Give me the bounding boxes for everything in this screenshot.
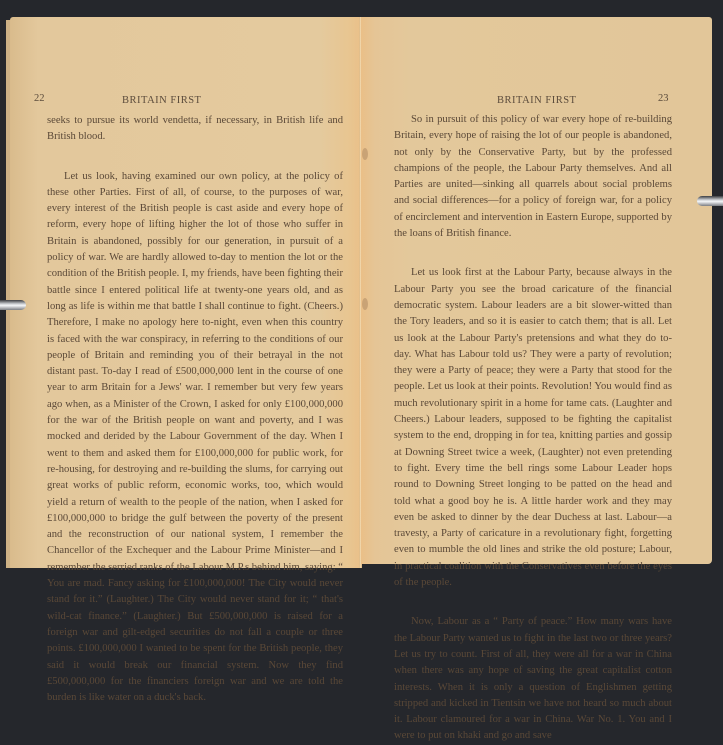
page-number-right: 23 [658, 93, 669, 104]
left-page-text [47, 113, 343, 706]
paragraph: Let us look, having examined our own policy, at the policy of these other Parties. First of all, of course, to the purposes of war, every interest of the British people is cast aside and every hope of reform, every hope of lifting higher the lot of those who suffer in Britain is abandoned, possibly for our generation, in pursuit of a policy of war. We are hardly allowed to-day to mention the lot or the condition of the British people. I, my friends, have been fighting their battle since I entered political life at twenty-one years old, and as long as life is within me that battle I shall continue to fight. (Cheers.) Therefore, I make no apology here to-night, even when this country is faced with the war conspiracy, in referring to the conditions of our people of Britain and reminding you of their betrayal in the not distant past. To-day I read of £500,000,000 lent in the course of one year to arm Britain for a Jews' war. I remember but very few years ago when, as a Minister of the Crown, I asked for only £100,000,000 for the war of the British people on want and poverty, and I was mocked and derided by the Labour Government of the day. When I went to them and asked them for £100,000,000 for public work, for re-housing, for destroying and re-building the slums, for carrying out great works of public reform, economic works, too, which would yield a return of wealth to the people of the nation, when I asked for £100,000,000 to bridge the gulf between the poverty of the present and the reconstruction of our national system, I remember the Chancellor of the Exchequer and the Labour Prime Minister—and I remember the serried ranks of the Labour M.P.s behind him, saying: “ You are mad. Fancy asking for £100,000,000! The City would never stand for it.” (Laughter.) The City would never stand for it; “ that's wild-cat finance.” (Laughter.) But £500,000,000 is raised for a foreign war and gilt-edged securities do not fall a couple or three points. £100,000,000 I wanted to be spent for the British people, they said it would break our financial system. Now they find £500,000,000 for the financiers foreign war and we are told the burden is like water on a duck's back. [47, 170, 343, 704]
book-clip-left [0, 300, 26, 310]
paragraph: Let us look first at the Labour Party, because always in the Labour Party you see the broad caricature of the financial democratic system. Labour leaders are a bit slower-witted than the Tory leaders, and so it is easier to catch them; that is all. Let us look at the Labour Party's pretensions and what they do to-day. What has Labour told us? They were a party of revolution; they were a Party of peace; they were a Party that stood for the people. Let us look at their points. Revolution! You would find as much revolutionary spirit in a home for tame cats. (Laughter and Cheers.) Labour leaders, supposed to be fighting the capitalist system to the end, dropping in for tea, knitting parties and gossip at Downing Street twice a week, (Laughter) not even pretending to fight. Every time the bell rings some Labour Leader hops round to Downing Street longing to be patted on the head and told what a good boy he is. A little harder work and they may even be asked to dinner by the dear Duchess at last. Labour—a travesty, a Party of caricature in a revolutionary fight, forgetting even to mumble the old lines and strike the old posture; Labour, in practical coalition with the Conservatives even before the eyes of the people. [394, 267, 672, 589]
book-clip-right [697, 196, 723, 206]
paper-stain [362, 148, 368, 160]
running-head-left: BRITAIN FIRST [122, 95, 202, 106]
right-page-text [394, 112, 672, 745]
paragraph: So in pursuit of this policy of war every hope of re-building Britain, every hope of raising the lot of our people is abandoned, not only by the Conservative Party, but by the professed champions of the people, the Labour Party themselves. And all Parties are united—sinking all quarrels about social problems and social differences—for a policy of foreign war, for a policy of encirclement and intervention in Eastern Europe, supported by the loans of British finance. [394, 114, 672, 240]
paragraph: Now, Labour as a “ Party of peace.” How many wars have the Labour Party wanted us to fight in the last two or three years? Let us try to count. First of all, they were all for a war in China when there was any hope of saving the great capitalist cotton interests. When it is only a question of Englishmen getting stripped and kicked in Tientsin we have not heard so much about it. Labour clamoured for a war in China. War No. 1. You and I were to put on khaki and go and save [394, 616, 672, 742]
right-page [361, 17, 712, 742]
paragraph: seeks to pursue its world vendetta, if necessary, in British life and British blood. [47, 115, 343, 143]
page-number-left: 22 [34, 93, 45, 104]
paper-stain [362, 298, 368, 310]
left-page [10, 17, 361, 704]
running-head-right: BRITAIN FIRST [497, 95, 577, 106]
